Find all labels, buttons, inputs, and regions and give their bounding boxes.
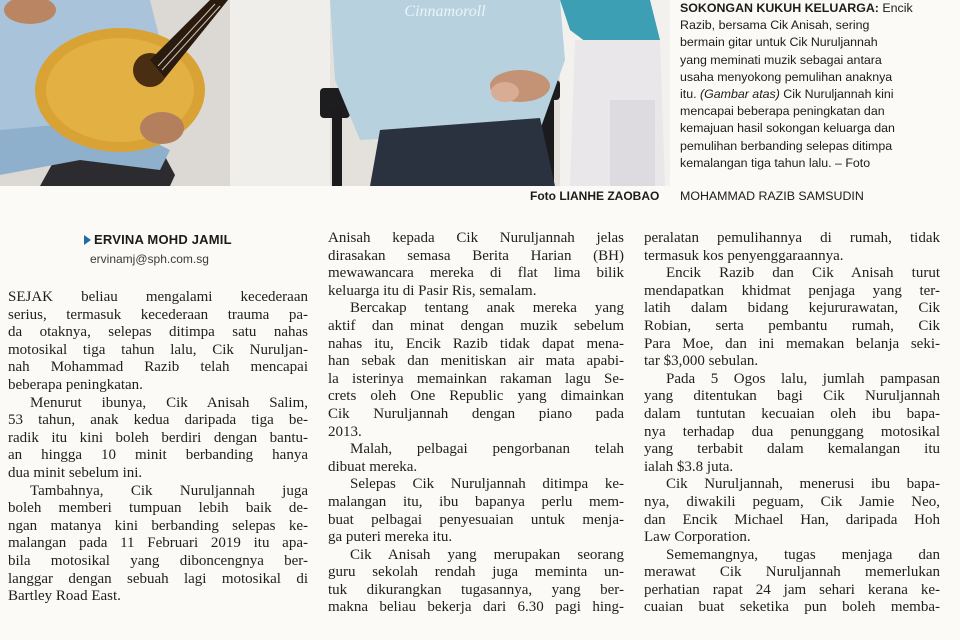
author-email[interactable]: ervinamj@sph.com.sg	[90, 252, 209, 266]
caption-line: usaha menyokong pemulihan anaknya	[680, 69, 893, 84]
article-line: boleh memberi tumpuan lebih baik de-	[8, 500, 308, 517]
caption-line: kemajuan hasil sokongan keluarga dan	[680, 121, 895, 136]
article-line: dibuat mereka.	[328, 458, 418, 475]
article-line: da otaknya, selepas ditimpa satu nahas	[8, 324, 308, 341]
article-line: mendapatkan khidmat penjaga yang ter-	[644, 282, 940, 299]
shirt-text: Cinnamoroll	[404, 3, 486, 20]
article-line: guru sekolah rendah juga meminta un-	[328, 564, 624, 581]
article-line: Para Moe, dan ini memakan belanja seki-	[644, 335, 940, 352]
article-line: Sememangnya, tugas menjaga dan	[666, 546, 940, 563]
article-line: buat pelbagai penyesuaian untuk menja-	[328, 511, 624, 528]
caption-line: Razib, bersama Cik Anisah, sering	[680, 18, 870, 33]
article-line: termasuk kos penyenggaraannya.	[644, 247, 844, 264]
article-line: han sebak dan menitiskan air mata apabi-	[328, 353, 624, 370]
article-line: la isterinya memainkan rakaman lagu Se-	[328, 370, 624, 387]
article-line: motosikal tiga tahun lalu, Cik Nuruljan-	[8, 341, 308, 358]
article-line: dirasakan semasa Berita Harian (BH)	[328, 247, 624, 264]
article-column-1	[8, 289, 308, 606]
article-line: malangan pada 11 Februari 2019 itu apa-	[8, 535, 308, 552]
article-line: aktif dan minat dengan muzik sebelum	[328, 317, 624, 334]
article-line: nahas itu, Encik Razib tidak dapat mena-	[328, 335, 624, 352]
article-line: Anisah kepada Cik Nuruljannah jelas	[328, 230, 624, 246]
caption-line	[680, 86, 942, 103]
article-column-2	[328, 230, 624, 617]
news-photo	[0, 0, 670, 186]
article-line: perhatian rapat 24 jam sehari kerana ke-	[644, 581, 940, 598]
article-line: ngan matanya kini berbanding selepas ke-	[8, 517, 308, 534]
article-line: keluarga itu di Pasir Ris, semalam.	[328, 282, 537, 299]
article-line: Menurut ibunya, Cik Anisah Salim,	[30, 394, 308, 411]
article-line: an hingga 10 minit berbanding hanya	[8, 447, 308, 464]
article-line: Pada 5 Ogos lalu, jumlah pampasan	[666, 370, 940, 387]
article-line: SEJAK beliau mengalami kecederaan	[8, 289, 308, 305]
article-line: makna beliau bekerja dari 6.30 pagi hing-	[328, 599, 624, 616]
article-line: crets oleh One Republic yang dimainkan	[328, 388, 624, 405]
article-line: ialah $3.8 juta.	[644, 458, 734, 475]
article-line: merawat Cik Nuruljannah memerlukan	[644, 564, 940, 581]
author-text: ERVINA MOHD JAMIL	[94, 232, 232, 247]
caption-text: Cik Nuruljannah kini	[779, 87, 894, 102]
article-line: yang ditentukan bagi Cik Nuruljannah	[644, 388, 940, 405]
article-line: Bercakap tentang anak mereka yang	[350, 300, 624, 317]
article-line: Robian, serta pembantu rumah, Cik	[644, 317, 940, 334]
author-name	[84, 232, 232, 247]
article-line: Encik Razib dan Cik Anisah turut	[666, 265, 940, 282]
article-line: tuk dikurangkan tugasannya, yang ber-	[328, 581, 624, 598]
article-line: serius, termasuk kecederaan trauma pa-	[8, 306, 308, 323]
article-column-3	[644, 230, 940, 617]
caption-heading: SOKONGAN KUKUH KELUARGA:	[680, 1, 879, 15]
article-line: ga puteri mereka itu.	[328, 529, 453, 546]
photo-caption	[680, 0, 942, 172]
article-line: peralatan pemulihannya di rumah, tidak	[644, 230, 940, 246]
article-line: radik itu kini boleh berdiri dengan bantu-	[8, 429, 308, 446]
article-line: Cik Anisah yang merupakan seorang	[350, 546, 624, 563]
photo-credit: Foto LIANHE ZAOBAO	[530, 189, 660, 203]
article-line: langgar dengan sebuah lagi motosikal di	[8, 570, 308, 587]
article-line: dan Encik Michael Han, daripada Hoh	[644, 511, 940, 528]
article-line: Law Corporation.	[644, 529, 751, 546]
article-line: bila motosikal yang diboncengnya ber-	[8, 552, 308, 569]
caption-line: pemulihan berbanding selepas ditimpa	[680, 138, 893, 153]
article-line: dalam tuntutan kecuaian oleh ibu bapa-	[644, 405, 940, 422]
photo-credit-name: MOHAMMAD RAZIB SAMSUDIN	[680, 189, 864, 203]
caption-line: bermain gitar untuk Cik Nuruljannah	[680, 35, 878, 50]
photo-illustration	[0, 0, 670, 186]
caption-italic: (Gambar atas)	[699, 87, 780, 102]
caption-text: itu.	[680, 87, 700, 102]
article-line: Tambahnya, Cik Nuruljannah juga	[30, 482, 308, 499]
article-line: Selepas Cik Nuruljannah ditimpa ke-	[350, 476, 624, 493]
article-line: nah Mohammad Razib telah mencapai	[8, 359, 308, 376]
article-line: beberapa peningkatan.	[8, 376, 143, 393]
byline	[84, 232, 232, 266]
caption-line: yang meminati muzik sebagai antara	[680, 52, 882, 67]
caption-line: kemalangan tiga tahun lalu. – Foto	[680, 155, 871, 170]
article-line: nya, diwakili peguam, Cik Jamie Neo,	[644, 493, 940, 510]
article-line: malangan itu, ibu bapanya perlu mem-	[328, 493, 624, 510]
article-line: yang terbabit dalam kemalangan itu	[644, 441, 940, 458]
article-line: dua minit sebelum ini.	[8, 464, 143, 481]
arrow-icon	[84, 235, 91, 245]
article-line: 2013.	[328, 423, 362, 440]
article-line: latih dalam bidang kejururawatan, Cik	[644, 300, 940, 317]
caption-line	[680, 0, 942, 17]
caption-line: mencapai beberapa peningkatan dan	[680, 104, 885, 119]
article-line: nya terhadap dua penunggang motosikal	[644, 423, 940, 440]
article-line: mewawancara mereka di flat lima bilik	[328, 265, 624, 282]
article-line: 53 tahun, anak kedua daripada tiga be-	[8, 412, 308, 429]
article-line: cuaian buat seketika pun boleh memba-	[644, 599, 940, 616]
article-line: Bartley Road East.	[8, 588, 121, 605]
article-line: Cik Nuruljannah, menerusi ibu bapa-	[666, 476, 940, 493]
article-line: Cik Nuruljannah dengan piano pada	[328, 405, 624, 422]
article-line: Malah, pelbagai pengorbanan telah	[350, 441, 624, 458]
caption-text: Encik	[878, 1, 913, 15]
article-line: tar $3,000 sebulan.	[644, 353, 759, 370]
